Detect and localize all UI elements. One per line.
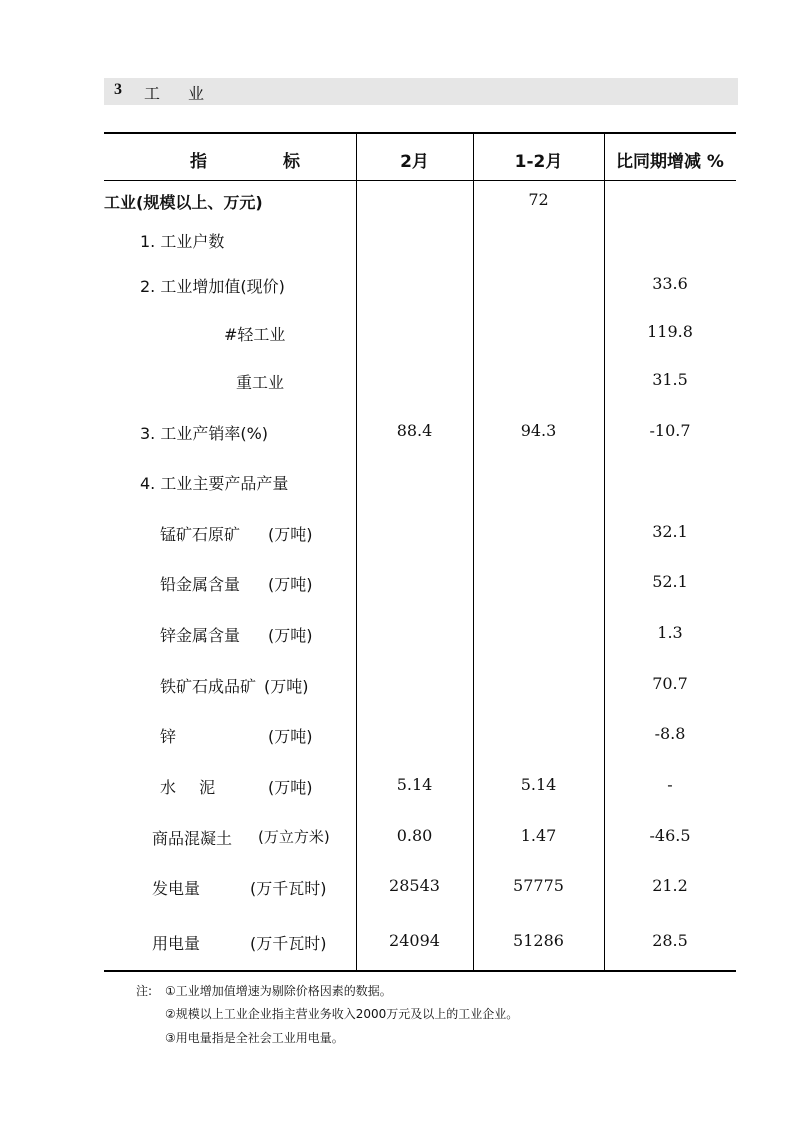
- row-unit: (万吨): [268, 778, 313, 797]
- row-label: 锰矿石原矿: [160, 525, 241, 544]
- table-header-rule: [104, 180, 736, 181]
- note-2: ②规模以上工业企业指主营业务收入2000万元及以上的工业企业。: [165, 1007, 519, 1021]
- row-change-value: 119.8: [647, 322, 693, 341]
- header-indicator-text: 指 标: [190, 152, 300, 172]
- row-label: 铁矿石成品矿: [160, 677, 257, 696]
- row-label: 4. 工业主要产品产量: [140, 474, 289, 493]
- row-label: 水 泥: [160, 778, 216, 797]
- row-janfeb-value: 1.47: [520, 826, 557, 845]
- row-label: #轻工业: [224, 325, 286, 344]
- section-number: 3: [114, 81, 122, 98]
- row-change-value: 33.6: [652, 274, 688, 293]
- row-change-value: -: [667, 775, 673, 794]
- table-top-rule: [104, 132, 736, 134]
- row-change-value: 28.5: [652, 931, 688, 950]
- row-label: 重工业: [236, 373, 285, 392]
- row-unit: (万吨): [268, 727, 313, 746]
- column-divider-3: [604, 133, 605, 971]
- note-1: ①工业增加值增速为剔除价格因素的数据。: [165, 984, 392, 998]
- row-unit: (万千瓦时): [250, 934, 327, 953]
- row-feb-value: 5.14: [396, 775, 433, 794]
- notes-prefix: 注:: [136, 984, 153, 998]
- row-unit: (万立方米): [258, 828, 330, 846]
- row-label: 商品混凝土: [152, 829, 233, 848]
- section-title: 工业: [144, 84, 233, 103]
- column-divider-2: [473, 133, 474, 971]
- row-janfeb-value: 57775: [513, 876, 564, 895]
- row-change-value: 52.1: [652, 572, 688, 591]
- row-label: 铅金属含量: [160, 575, 241, 594]
- row-change-value: 31.5: [652, 370, 688, 389]
- row-label: 2. 工业增加值(现价): [140, 277, 285, 296]
- table-bottom-rule: [104, 970, 736, 972]
- row-change-value: -10.7: [649, 421, 691, 440]
- row-change-value: -46.5: [649, 826, 691, 845]
- row-label: 3. 工业产销率(%): [140, 424, 269, 443]
- note-3: ③用电量指是全社会工业用电量。: [165, 1031, 344, 1045]
- row-unit: (万吨): [264, 677, 309, 696]
- row-janfeb-value: 51286: [513, 931, 564, 950]
- row-janfeb-value: 5.14: [520, 775, 557, 794]
- row-feb-value: 28543: [389, 876, 440, 895]
- row-change-value: 21.2: [652, 876, 688, 895]
- row-janfeb-value: 72: [528, 190, 549, 209]
- section-heading: [104, 78, 738, 105]
- row-change-value: 32.1: [652, 522, 688, 541]
- row-label: 锌金属含量: [160, 626, 241, 645]
- row-label: 工业(规模以上、万元): [104, 193, 263, 212]
- row-janfeb-value: 94.3: [520, 421, 557, 440]
- row-unit: (万千瓦时): [250, 879, 327, 898]
- header-february: 2月: [400, 152, 429, 172]
- row-label: 锌: [160, 727, 177, 746]
- header-yoy-change: 比同期增减 %: [616, 152, 724, 172]
- row-feb-value: 24094: [389, 931, 440, 950]
- row-label: 发电量: [152, 879, 201, 898]
- row-unit: (万吨): [268, 575, 313, 594]
- header-indicator: [160, 147, 330, 172]
- row-label: 1. 工业户数: [140, 232, 225, 251]
- row-unit: (万吨): [268, 626, 313, 645]
- row-feb-value: 88.4: [396, 421, 433, 440]
- row-change-value: 70.7: [652, 674, 688, 693]
- row-unit: (万吨): [268, 525, 313, 544]
- row-change-value: -8.8: [654, 724, 686, 743]
- row-feb-value: 0.80: [396, 826, 433, 845]
- column-divider-1: [356, 133, 357, 971]
- row-change-value: 1.3: [657, 623, 683, 642]
- row-label: 用电量: [152, 934, 201, 953]
- header-jan-feb: 1-2月: [514, 152, 563, 172]
